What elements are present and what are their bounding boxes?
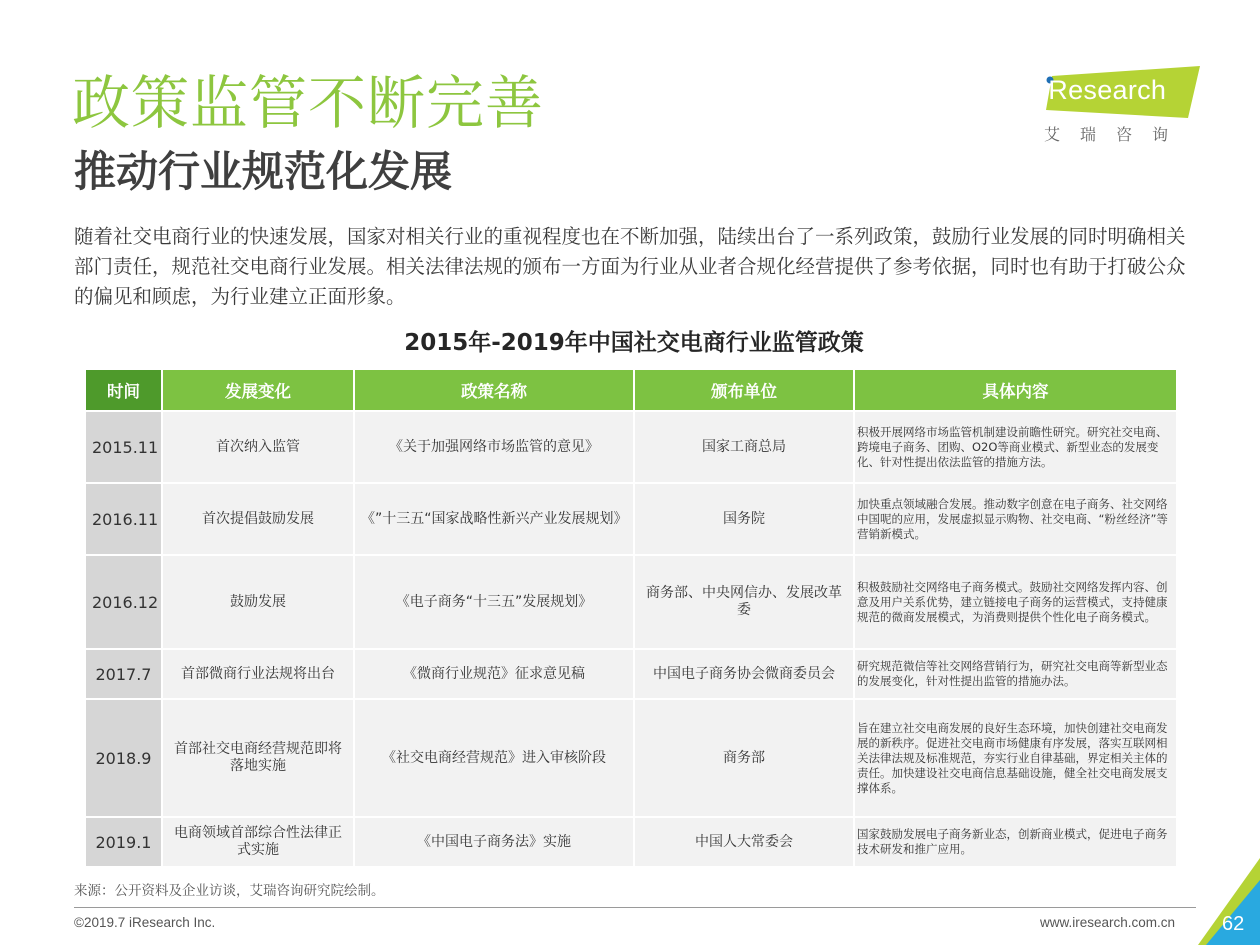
logo-brand-text: iResearch bbox=[1042, 75, 1167, 105]
cell-issuer: 国家工商总局 bbox=[635, 412, 853, 482]
page-title: 政策监管不断完善 bbox=[72, 69, 545, 137]
footer-divider bbox=[74, 907, 1196, 908]
table-row bbox=[86, 818, 1176, 866]
cell-content: 积极鼓励社交网络电子商务模式。鼓励社交网络发挥内容、创意及用户关系优势，建立链接电子商务的运营模式，支持健康规范的微商发展模式，为消费则提供个性化电子商务模式。 bbox=[855, 556, 1176, 648]
intro-paragraph: 随着社交电商行业的快速发展，国家对相关行业的重视程度也在不断加强，陆续出台了一系列政策，鼓励行业发展的同时明确相关部门责任，规范社交电商行业发展。相关法律法规的颁布一方面为行业从业者合规化经营提供了参考依据，同时也有助于打破公众的偏见和顾虑，为行业建立正面形象。 bbox=[74, 225, 1186, 308]
cell-content: 加快重点领域融合发展。推动数字创意在电子商务、社交网络中国呢的应用，发展虚拟显示购物、社交电商、“粉丝经济”等营销新模式。 bbox=[855, 484, 1176, 554]
cell-policy: 《中国电子商务法》实施 bbox=[355, 818, 633, 866]
cell-policy: 《电子商务“十三五”发展规划》 bbox=[355, 556, 633, 648]
cell-change: 鼓励发展 bbox=[163, 556, 353, 648]
cell-content: 研究规范微信等社交网络营销行为，研究社交电商等新型业态的发展变化，针对性提出监管的措施办法。 bbox=[855, 650, 1176, 698]
cell-policy: 《社交电商经营规范》进入审核阶段 bbox=[355, 700, 633, 816]
table-row bbox=[86, 412, 1176, 482]
header-policy: 政策名称 bbox=[355, 370, 633, 410]
table-title: 2015年-2019年中国社交电商行业监管政策 bbox=[404, 330, 864, 356]
cell-time: 2015.11 bbox=[86, 412, 161, 482]
table-header-row bbox=[86, 370, 1176, 410]
cell-issuer: 中国电子商务协会微商委员会 bbox=[635, 650, 853, 698]
cell-time: 2016.11 bbox=[86, 484, 161, 554]
cell-time: 2017.7 bbox=[86, 650, 161, 698]
cell-time: 2016.12 bbox=[86, 556, 161, 648]
cell-issuer: 国务院 bbox=[635, 484, 853, 554]
cell-policy: 《”十三五“国家战略性新兴产业发展规划》 bbox=[355, 484, 633, 554]
cell-issuer: 中国人大常委会 bbox=[635, 818, 853, 866]
page-number: 62 bbox=[1222, 913, 1245, 935]
header-time: 时间 bbox=[86, 370, 161, 410]
cell-content: 旨在建立社交电商发展的良好生态环境，加快创建社交电商发展的新秩序。促进社交电商市场健康有序发展，落实互联网相关法律法规及标准规范，夯实行业自律基础，界定相关主体的责任。加快建设社交电商信息基础设施，健全社交电商发展支撑体系。 bbox=[855, 700, 1176, 816]
cell-issuer: 商务部、中央网信办、发展改革委 bbox=[635, 556, 853, 648]
source-note: 来源：公开资料及企业访谈，艾瑞咨询研究院绘制。 bbox=[74, 883, 385, 899]
cell-content: 国家鼓励发展电子商务新业态，创新商业模式，促进电子商务技术研发和推广应用。 bbox=[855, 818, 1176, 866]
cell-policy: 《微商行业规范》征求意见稿 bbox=[355, 650, 633, 698]
cell-change: 首部微商行业法规将出台 bbox=[163, 650, 353, 698]
cell-change: 首次纳入监管 bbox=[163, 412, 353, 482]
header-change: 发展变化 bbox=[163, 370, 353, 410]
cell-change: 首部社交电商经营规范即将落地实施 bbox=[163, 700, 353, 816]
cell-policy: 《关于加强网络市场监管的意见》 bbox=[355, 412, 633, 482]
header-content: 具体内容 bbox=[855, 370, 1176, 410]
table-row bbox=[86, 650, 1176, 698]
cell-content: 积极开展网络市场监管机制建设前瞻性研究。研究社交电商、跨境电子商务、团购、O2O等商业模式、新型业态的发展变化、针对性提出依法监管的措施方法。 bbox=[855, 412, 1176, 482]
website-link[interactable]: www.iresearch.com.cn bbox=[1040, 915, 1176, 930]
table-row bbox=[86, 484, 1176, 554]
cell-issuer: 商务部 bbox=[635, 700, 853, 816]
cell-time: 2018.9 bbox=[86, 700, 161, 816]
cell-change: 首次提倡鼓励发展 bbox=[163, 484, 353, 554]
page-subtitle: 推动行业规范化发展 bbox=[74, 147, 453, 196]
table-row bbox=[86, 556, 1176, 648]
copyright-text: ©2019.7 iResearch Inc. bbox=[74, 915, 216, 930]
iresearch-logo bbox=[1040, 66, 1200, 146]
logo-cn-name: 艾瑞咨询 bbox=[1044, 125, 1189, 144]
policy-table bbox=[84, 368, 1178, 868]
header-issuer: 颁布单位 bbox=[635, 370, 853, 410]
table-row bbox=[86, 700, 1176, 816]
cell-time: 2019.1 bbox=[86, 818, 161, 866]
cell-change: 电商领域首部综合性法律正式实施 bbox=[163, 818, 353, 866]
